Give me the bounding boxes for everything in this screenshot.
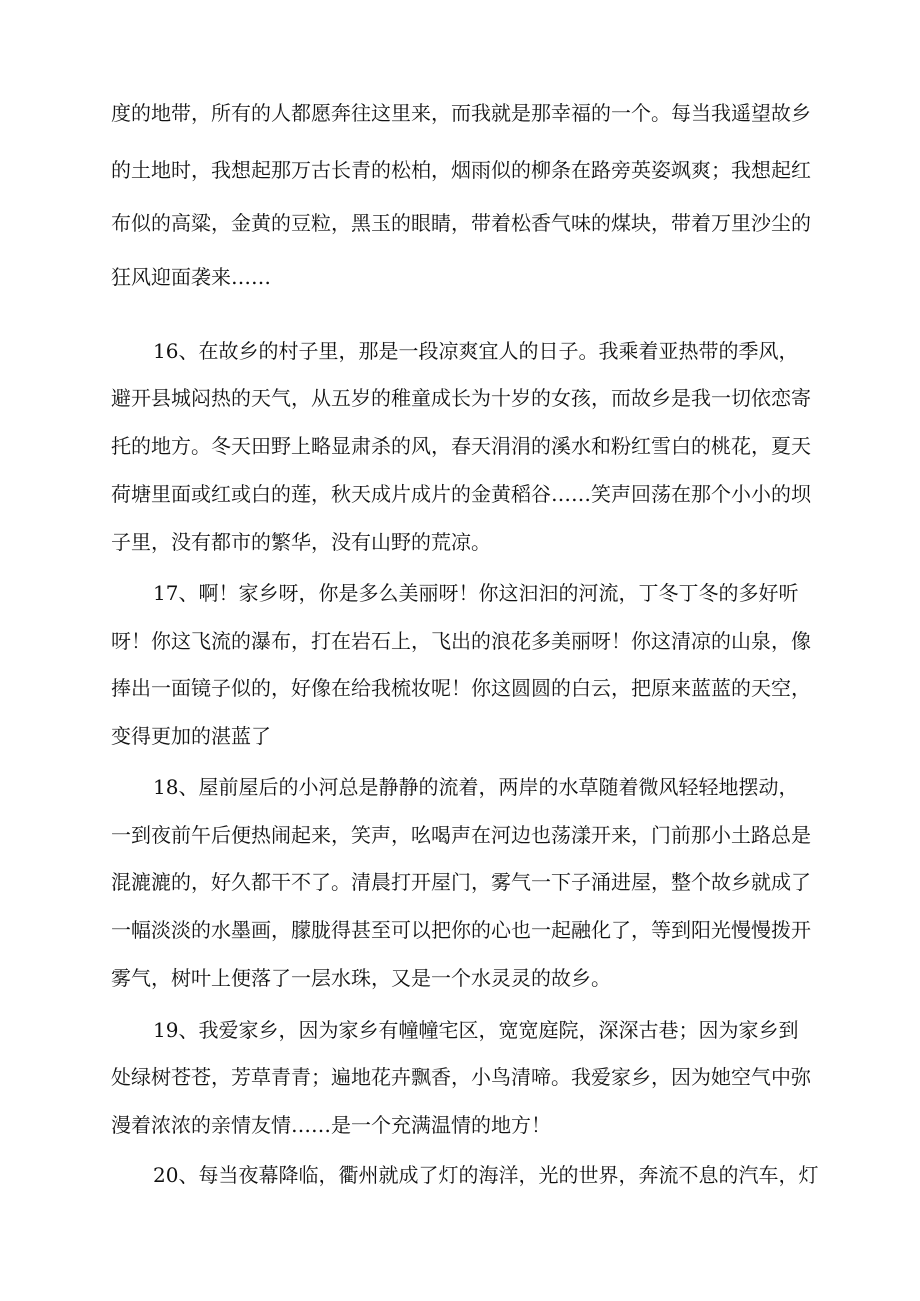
paragraph-18-line-0: 18、屋前屋后的小河总是静静的流着，两岸的水草随着微风轻轻地摆动，	[153, 775, 799, 799]
paragraph-16-line-3: 荷塘里面或红或白的莲，秋天成片成片的金黄稻谷……笑声回荡在那个小小的坝	[111, 482, 811, 506]
paragraph-0-line-0: 度的地带，所有的人都愿奔往这里来，而我就是那幸福的一个。每当我遥望故乡	[111, 101, 811, 125]
paragraph-17-line-0: 17、啊！家乡呀，你是多么美丽呀！你这汩汩的河流，丁冬丁冬的多好听	[153, 581, 799, 605]
paragraph-0-line-3: 狂风迎面袭来……	[111, 265, 271, 289]
paragraph-18-line-3: 一幅淡淡的水墨画，朦胧得甚至可以把你的心也一起融化了，等到阳光慢慢拨开	[111, 918, 811, 942]
paragraph-0-line-2: 布似的高粱，金黄的豆粒，黑玉的眼睛，带着松香气味的煤块，带着万里沙尘的	[111, 211, 811, 235]
paragraph-16-line-0: 16、在故乡的村子里，那是一段凉爽宜人的日子。我乘着亚热带的季风，	[153, 339, 799, 363]
paragraph-0-line-1: 的土地时，我想起那万古长青的松柏，烟雨似的柳条在路旁英姿飒爽；我想起红	[111, 158, 811, 182]
paragraph-19-line-1: 处绿树苍苍，芳草青青；遍地花卉飘香，小鸟清啼。我爱家乡，因为她空气中弥	[111, 1065, 811, 1089]
paragraph-19-line-0: 19、我爱家乡，因为家乡有幢幢宅区，宽宽庭院，深深古巷；因为家乡到	[153, 1018, 799, 1042]
paragraph-18-line-2: 混漉漉的，好久都干不了。清晨打开屋门，雾气一下子涌进屋，整个故乡就成了	[111, 870, 811, 894]
paragraph-16-line-2: 托的地方。冬天田野上略显肃杀的风，春天涓涓的溪水和粉红雪白的桃花，夏天	[111, 434, 811, 458]
paragraph-18-line-1: 一到夜前午后便热闹起来，笑声，吆喝声在河边也荡漾开来，门前那小土路总是	[111, 823, 811, 847]
paragraph-17-line-1: 呀！你这飞流的瀑布，打在岩石上，飞出的浪花多美丽呀！你这清凉的山泉，像	[111, 629, 811, 653]
paragraph-16-line-1: 避开县城闷热的天气，从五岁的稚童成长为十岁的女孩，而故乡是我一切依恋寄	[111, 386, 811, 410]
paragraph-18-line-4: 雾气，树叶上便落了一层水珠，又是一个水灵灵的故乡。	[111, 966, 611, 990]
paragraph-17-line-3: 变得更加的湛蓝了	[111, 724, 271, 748]
paragraph-17-line-2: 捧出一面镜子似的，好像在给我梳妆呢！你这圆圆的白云，把原来蓝蓝的天空，	[111, 676, 811, 700]
paragraph-20-line-0: 20、每当夜幕降临，衢州就成了灯的海洋，光的世界，奔流不息的汽车，灯	[153, 1163, 819, 1187]
paragraph-19-line-2: 漫着浓浓的亲情友情……是一个充满温情的地方！	[111, 1113, 551, 1137]
paragraph-16-line-4: 子里，没有都市的繁华，没有山野的荒凉。	[111, 530, 491, 554]
